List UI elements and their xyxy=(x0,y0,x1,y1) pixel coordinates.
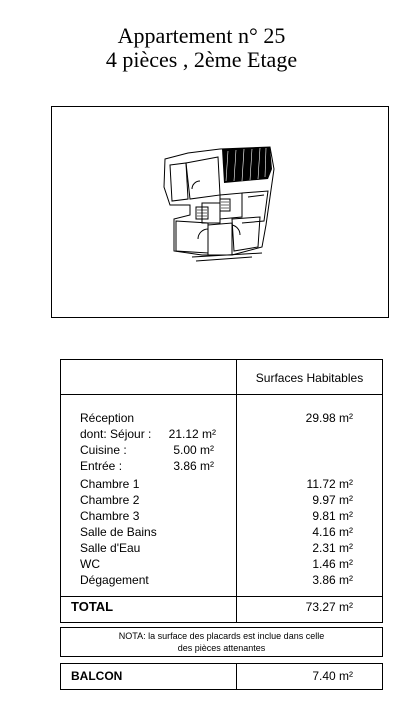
room-value: 1.46 m² xyxy=(312,557,353,571)
room-value: 11.72 m² xyxy=(306,477,353,491)
room-label: Chambre 1 xyxy=(80,477,140,491)
room-value: 9.81 m² xyxy=(312,509,353,523)
note-line-1: NOTA: la surface des placards est inclue dans celle xyxy=(118,631,325,641)
note-line-2: des pièces attenantes xyxy=(177,643,266,653)
detail-entree-label: Entrée : xyxy=(80,459,123,473)
floor-plan xyxy=(51,106,389,318)
room-value: 2.31 m² xyxy=(312,541,353,555)
balcony-label: BALCON xyxy=(71,669,123,683)
note-box xyxy=(60,627,383,657)
room-label: Chambre 2 xyxy=(80,493,140,507)
table-total-divider xyxy=(61,596,382,597)
total-value: 73.27 m² xyxy=(305,600,353,614)
surface-table xyxy=(60,359,383,623)
surfaces-header: Surfaces Habitables xyxy=(255,371,364,385)
apartment-title: Appartement n° 25 xyxy=(117,23,286,48)
detail-sejour-value: 21.12 m² xyxy=(168,427,216,441)
room-label: WC xyxy=(80,557,100,571)
reception-value: 29.98 m² xyxy=(305,411,353,425)
room-value: 9.97 m² xyxy=(312,493,353,507)
balcony-row xyxy=(60,663,383,690)
room-label: Salle de Bains xyxy=(80,525,157,539)
reception-label: Réception xyxy=(80,411,135,425)
detail-sejour-label: dont: Séjour : xyxy=(80,427,152,441)
detail-entree-value: 3.86 m² xyxy=(173,459,214,473)
apartment-subtitle: 4 pièces , 2ème Etage xyxy=(105,47,298,72)
detail-cuisine-label: Cuisine : xyxy=(80,443,127,457)
room-value: 4.16 m² xyxy=(312,525,353,539)
total-label: TOTAL xyxy=(71,599,114,614)
floor-plan-drawing xyxy=(52,107,390,319)
room-label: Salle d'Eau xyxy=(80,541,141,555)
room-value: 3.86 m² xyxy=(312,573,353,587)
balcony-value: 7.40 m² xyxy=(312,669,353,683)
room-label: Dégagement xyxy=(80,573,149,587)
detail-cuisine-value: 5.00 m² xyxy=(173,443,214,457)
room-label: Chambre 3 xyxy=(80,509,140,523)
